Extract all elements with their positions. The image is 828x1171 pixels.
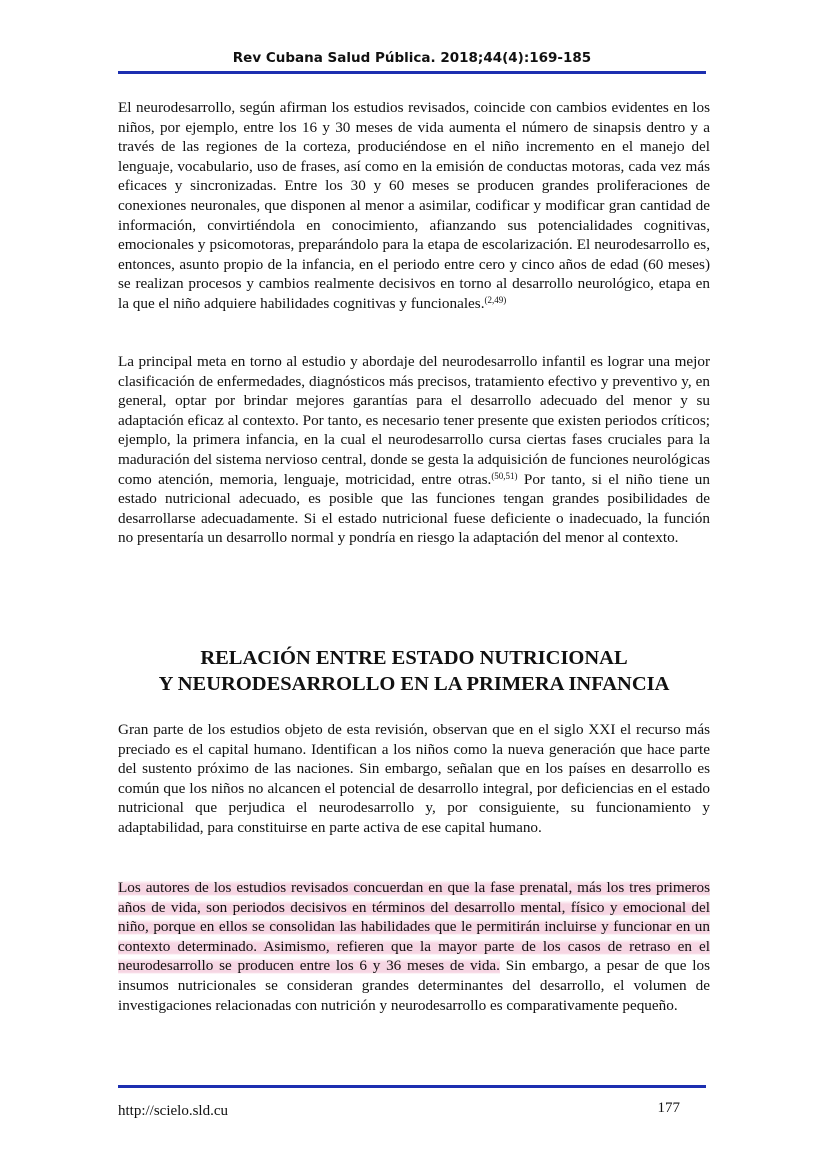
page-number: 177 [657, 1100, 680, 1116]
paragraph-meta-principal [118, 352, 710, 548]
section-heading-line-2: Y NEURODESARROLLO EN LA PRIMERA INFANCIA [158, 673, 670, 695]
paragraph-text: El neurodesarrollo, según afirman los estudios revisados, coincide con cambios evidentes en los niños, por ejemplo, entre los 16 y 30 meses de vida aumenta el número de sinapsis dentro y a través de las regiones de la corteza, produciéndose en el niño incremento en el manejo del lenguaje, vocabulario, uso de frases, así como en la emisión de conductas motoras, cada vez más eficaces y sincronizadas. Entre los 30 y 60 meses se producen grandes proliferaciones de conexiones neuronales, que disponen al menor a asimilar, codificar y modificar gran cantidad de información, convirtiéndola en conocimiento, afianzando sus potencialidades cognitivas, emocionales y psicomotoras, preparándolo para la etapa de escolarización. El neurodesarrollo es, entonces, asunto propio de la infancia, en el periodo entre cero y cinco años de edad (60 meses) se realizan procesos y cambios realmente decisivos en torno al desarrollo neurológico, etapa en la que el niño adquiere habilidades cognitivas y funcionales. [118, 99, 710, 312]
paragraph-text: Por tanto, si el niño tiene un estado nutricional adecuado, es posible que las funciones tengan grandes posibilidades de desarrollarse adecuadamente. Si el estado nutricional fuese deficiente o inadecuado, la función no presentaría un desarrollo normal y pondría en riesgo la adaptación del menor al contexto. [118, 470, 710, 547]
citation-ref: (2,49) [484, 294, 507, 305]
paragraph-fase-prenatal [118, 878, 710, 1015]
paragraph-text: Sin embargo, a pesar de que los insumos nutricionales se consideran grandes determinantes del desarrollo, el volumen de investigaciones relacionadas con nutrición y neurodesarrollo es comparativamente pequeño. [118, 957, 710, 1014]
paragraph-text: Gran parte de los estudios objeto de esta revisión, observan que en el siglo [118, 721, 589, 738]
header-rule [118, 71, 706, 74]
paragraph-capital-humano [118, 720, 710, 838]
paragraph-neurodesarrollo [118, 98, 710, 314]
citation-ref: (50,51) [491, 470, 518, 481]
footer-url[interactable]: http://scielo.sld.cu [118, 1103, 228, 1119]
century-numeral: XXI [588, 721, 616, 738]
section-heading-line-1: RELACIÓN ENTRE ESTADO NUTRICIONAL [200, 647, 628, 669]
paragraph-text: La principal meta en torno al estudio y abordaje del neurodesarrollo infantil es lograr una mejor clasificación de enfermedades, diagnósticos más precisos, tratamiento efectivo y preventivo y, en general, optar por brindar mejores garantías para el desarrollo adecuado del menor y su adaptación eficaz al contexto. Por tanto, es necesario tener presente que existen periodos críticos; ejemplo, la primera infancia, en la cual el neurodesarrollo cursa ciertas fases cruciales para la maduración del sistema nervioso central, donde se gesta la adquisición de funciones neurológicas como atención, memoria, lenguaje, motricidad, entre otras. [118, 353, 710, 488]
section-heading [100, 645, 728, 697]
footer-rule [118, 1085, 706, 1088]
highlighted-text: Los autores de los estudios revisados concuerdan en que la fase prenatal, más los tres primeros años de vida, son periodos decisivos en términos del desarrollo mental, físico y emocional del niño, porque en ellos se consolidan las habilidades que le permitirán incluirse y funcionar en un contexto determinado. Asimismo, refieren que la mayor parte de los casos de retraso en el neurodesarrollo se producen entre los 6 y 36 meses de vida. [118, 879, 710, 975]
running-header: Rev Cubana Salud Pública. 2018;44(4):169-185 [232, 50, 592, 66]
paragraph-text: el recurso más preciado es el capital humano. Identifican a los niños como la nueva generación que hace parte del sustento próximo de las naciones. Sin embargo, señalan que en los países en desarrollo es común que los niños no alcancen el potencial de desarrollo integral, por deficiencias en el estado nutricional que perjudica el neurodesarrollo y, por consiguiente, su funcionamiento y adaptabilidad, para constituirse en parte activa de ese capital humano. [118, 721, 710, 836]
